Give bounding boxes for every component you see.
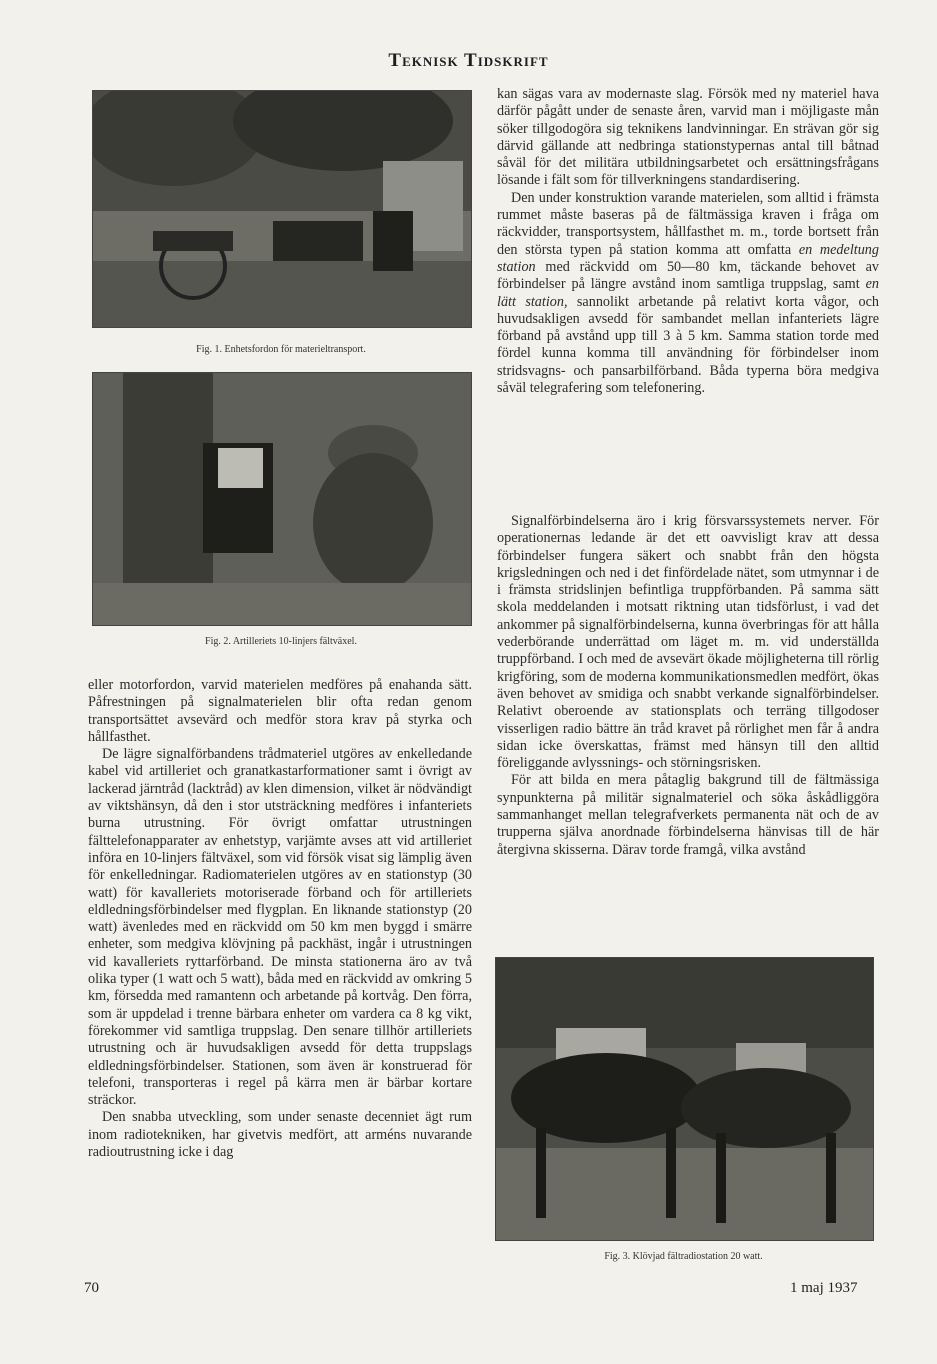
right-paragraph-2 — [497, 190, 879, 398]
right-paragraph-2b: med räckvidd om 50—80 km, täckande behovet av förbindelser på längre avstånd inom samtliga truppslag, samt — [497, 258, 879, 293]
figure-2-caption: Fig. 2. Artilleriets 10-linjers fältväxel. — [205, 636, 357, 647]
left-paragraph-2: De lägre signalförbandens trådmateriel utgöres av enkelledande kabel vid artilleriet och granatkastarformationer samt i övrigt av lackerad järntråd (lacktråd) av klen dimension, vilket är nödvändigt av viktshänsyn, då den i stor utsträckning medföres i infanteriets burna utrustning. För övrigt omfattar utrustningen fälttelefonapparater av enhetstyp, varjämte avses att vid artilleriet införa en 10-linjers fältväxel, som vid försök visat sig lämplig även för enkelledningar. Radiomaterielen utgöres av en stationstyp (30 watt) för kavalleriets motoriserade förband och för artilleriets eldledningsförbindelser med flygplan. En liknande stationstyp (20 watt) ävenledes med en räckvidd om 50 km men byggd i smärre enheter, som medgiva klövjning på packhäst, ingår i utrustningen vid kavalleriets ryttarförband. De minsta stationerna äro av två olika typer (1 watt och 5 watt), båda med en räckvidd av omkring 5 km, försedda med ramantenn och arbetande på kortvåg. Den förra, som är uppdelad i trenne bärbara enheter om vardera ca 8 kg vikt, förekommer vid samtliga truppslag. Den senare tillhör artilleriets utrustning och är huvudsakligen avsedd för detta truppslags eldledningsförbindelser. Stationen, som även är konstruerad för telefoni, transporteras i regel på kärra men är bärbar kortare sträckor. — [88, 746, 472, 1109]
issue-date: 1 maj 1937 — [790, 1280, 858, 1296]
figure-2-photo — [92, 372, 472, 626]
left-column-text — [88, 677, 472, 1161]
right-paragraph-2a: Den under konstruktion varande materielen, som alltid i främsta rummet måste baseras på de fältmässiga kraven i fråga om räckvidder, transportsystem, hållfasthet m. m., torde bortsett från den största typen på station komma att omfatta — [497, 189, 879, 258]
right-column-text-middle — [497, 513, 879, 859]
figure-1-photo — [92, 90, 472, 328]
left-paragraph-3: Den snabba utveckling, som under senaste decenniet ägt rum inom radiotekniken, har givetvis medfört, att arméns nuvarande radioutrustning icke i dag — [88, 1109, 472, 1161]
left-paragraph-1: eller motorfordon, varvid materielen medföres på enahanda sätt. Påfrestningen på signalmaterielen blir ofta redan genom transportsättet avsevärd och medför stora krav på styrka och hållfasthet. — [88, 677, 472, 745]
figure-3-photo — [495, 957, 874, 1241]
right-paragraph-3: Signalförbindelserna äro i krig försvarssystemets nerver. För operationernas ledande är det ett oavvisligt krav att dessa förbindelser fungera säkert och snabbt från den högsta krigsledningen och ned i det finfördelade nätet, som utmynnar i de i främsta stridslinjen befintliga truppförbanden. På samma sätt skola meddelanden i motsatt riktning utan tidsförlust, i vad det ankommer på signalförbindelserna, kunna överbringas för att hålla vederbörande underrättad om läget m. m. vid underställda truppförband. I och med de avsevärt ökade möjligheterna till rörlig krigföring, som de moderna kommunikationsmedlen medfört, ökas även behovet av smidiga och snabbt verkande signalförbindelser. Relativt oberoende av stationsplats och terräng tillgodoser visserligen radio bättre än tråd kravet på rörlighet men får å andra sidan icke överskattas, främst med hänsyn till den alltid föreliggande avlyssnings- och störningsrisken. — [497, 513, 879, 772]
right-paragraph-4: För att bilda en mera påtaglig bakgrund till de fältmässiga synpunkterna på militär signalmateriel och söka åskådliggöra sammanhanget mellan telegrafverkets permanenta nät och de av trupperna själva anordnade förbindelserna hänvisas till de här återgivna skisserna. Därav torde framgå, vilka avstånd — [497, 772, 879, 858]
right-paragraph-2c: sannolikt arbetande på relativt korta vågor, och huvudsakligen avsedd för sambandet mellan infanteriets lägre förband på avstånd upp till 3 à 5 km. Samma station torde med fördel kunna komma till användning för förbindelser inom stridsvagns- och pansarbilförband. Båda typerna böra medgiva såväl telegrafering som telefonering. — [497, 293, 879, 397]
page-number: 70 — [84, 1280, 99, 1296]
right-paragraph-1: kan sägas vara av modernaste slag. Försök med ny materiel hava därför pågått under de senaste åren, varvid man i möjligaste mån söker tillgodogöra sig teknikens landvinningar. En strävan gör sig därvid gällande att nedbringa stationstypernas antal till båtnad såväl för det militära utbildningsarbetet och ersättningsfrågans lösande i fält som för tillverkningens standardisering. — [497, 86, 879, 189]
right-column-text-top — [497, 86, 879, 397]
emphasis-latt-station: en lätt station, — [497, 276, 879, 310]
figure-3-caption: Fig. 3. Klövjad fältradiostation 20 watt. — [604, 1251, 763, 1262]
figure-1-caption: Fig. 1. Enhetsfordon för materieltransport. — [196, 344, 366, 355]
journal-title: Teknisk Tidskrift — [388, 50, 549, 71]
emphasis-medeltung-station: en medeltung station — [497, 241, 879, 275]
